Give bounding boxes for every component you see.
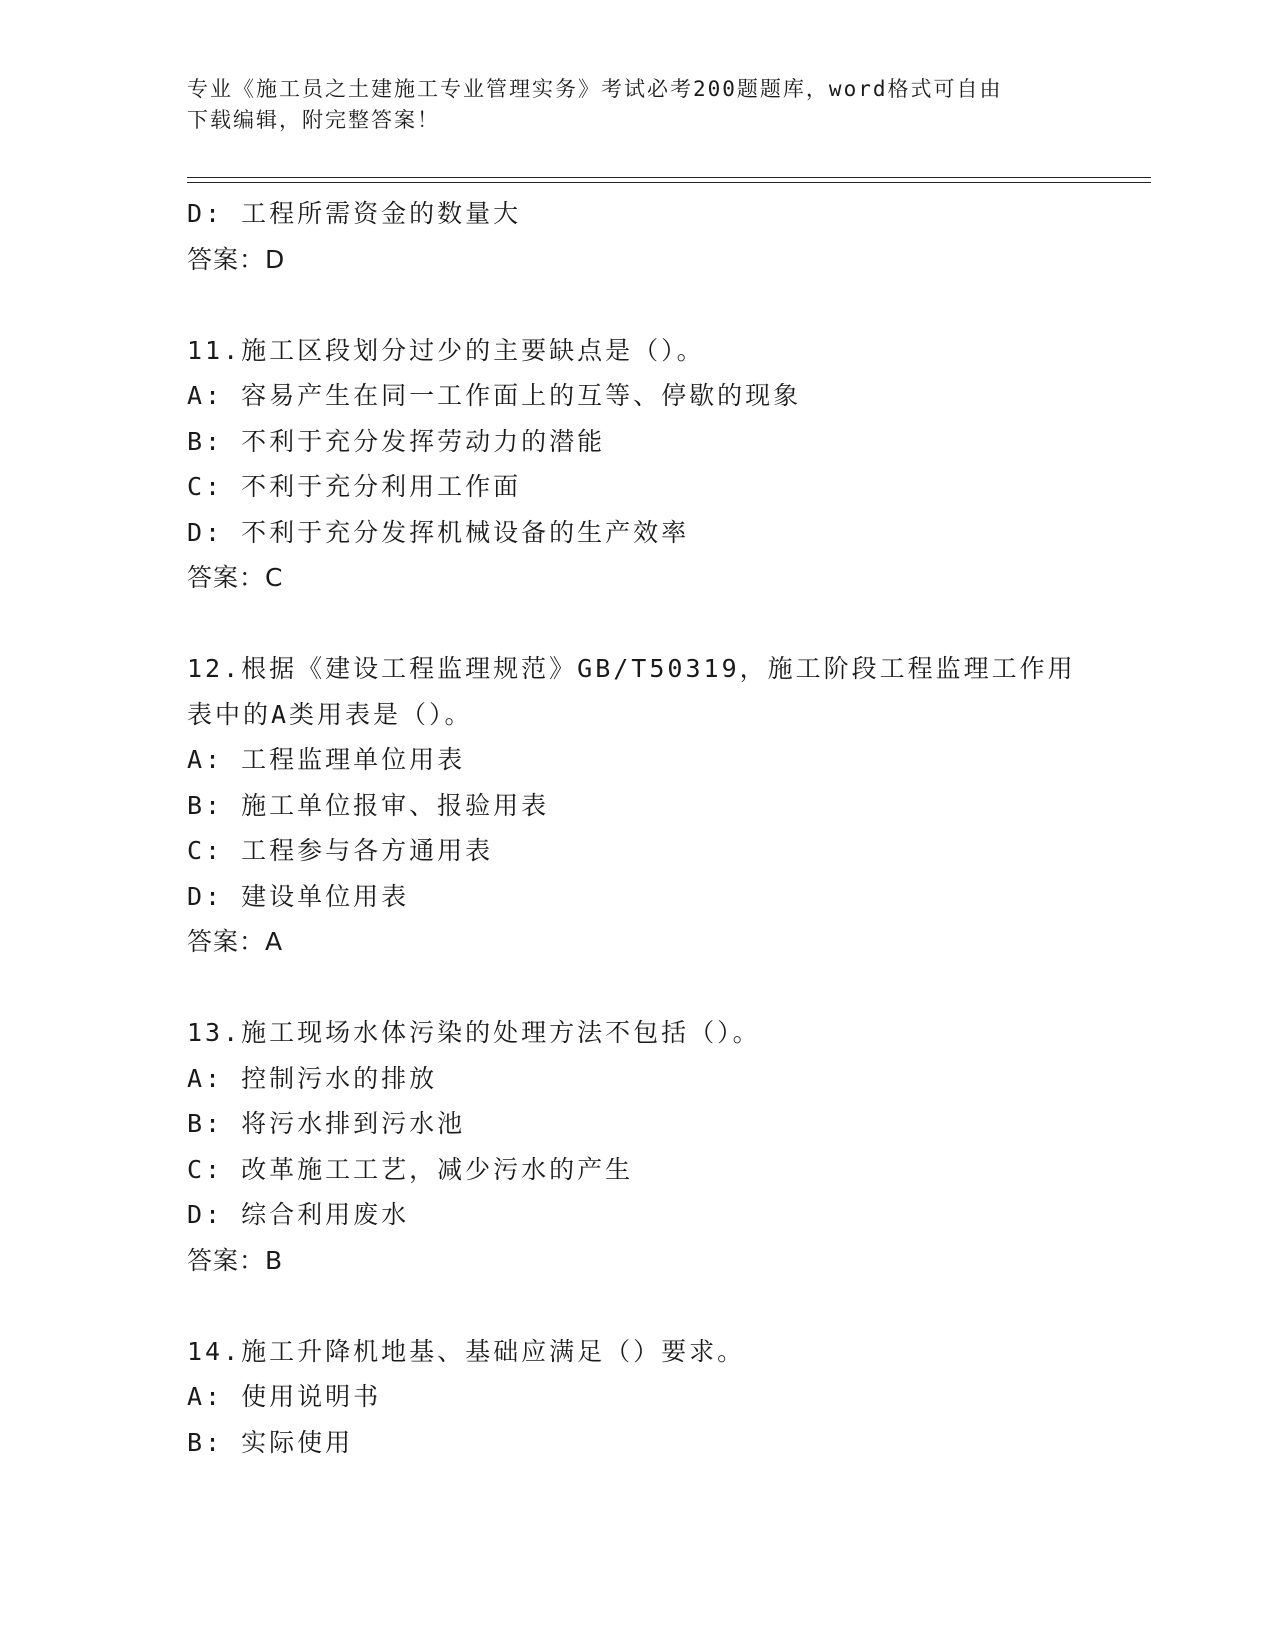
option-b: B: 实际使用 [187,1427,354,1457]
option-c: C: 不利于充分利用工作面 [187,472,522,501]
option-b: B: 不利于充分发挥劳动力的潜能 [187,426,606,456]
answer-line: 答案：D [187,244,286,274]
question-12 [187,646,1147,965]
document-header [187,74,1087,136]
spacer [187,965,1147,1011]
header-title-line-2: 下载编辑，附完整答案！ [187,108,440,132]
option-a: A: 容易产生在同一工作面上的互等、停歇的现象 [187,381,802,410]
header-title-line-1: 专业《施工员之土建施工专业管理实务》考试必考200题题库，word格式可自由 [187,77,1003,101]
question-stem-line-2: 表中的A类用表是（）。 [187,699,473,729]
option-d: D: 综合利用废水 [187,1200,410,1229]
option-a: A: 控制污水的排放 [187,1063,438,1093]
question-list [187,191,1147,1465]
option-d: D: 工程所需资金的数量大 [187,199,522,228]
option-d: D: 建设单位用表 [187,881,410,911]
answer-line: 答案：C [187,563,284,592]
header-divider-bottom [187,182,1151,183]
question-13 [187,1010,1147,1283]
spacer [187,1283,1147,1329]
spacer [187,282,1147,328]
option-c: C: 工程参与各方通用表 [187,836,494,865]
option-a: A: 工程监理单位用表 [187,745,466,774]
option-b: B: 将污水排到污水池 [187,1109,466,1138]
option-b: B: 施工单位报审、报验用表 [187,790,550,820]
question-11 [187,328,1147,601]
question-stem: 13.施工现场水体污染的处理方法不包括（）。 [187,1018,761,1047]
spacer [187,601,1147,647]
option-a: A: 使用说明书 [187,1382,382,1411]
header-divider-top [187,177,1151,178]
answer-line: 答案：A [187,927,284,956]
question-stem-line-1: 12.根据《建设工程监理规范》GB/T50319，施工阶段工程监理工作用 [187,654,1076,683]
question-10 [187,191,1147,282]
answer-line: 答案：B [187,1245,284,1275]
option-d: D: 不利于充分发挥机械设备的生产效率 [187,517,690,547]
question-stem: 11.施工区段划分过少的主要缺点是（）。 [187,335,705,365]
option-c: C: 改革施工工艺，减少污水的产生 [187,1154,634,1184]
question-stem: 14.施工升降机地基、基础应满足（）要求。 [187,1336,746,1366]
question-14 [187,1329,1147,1466]
